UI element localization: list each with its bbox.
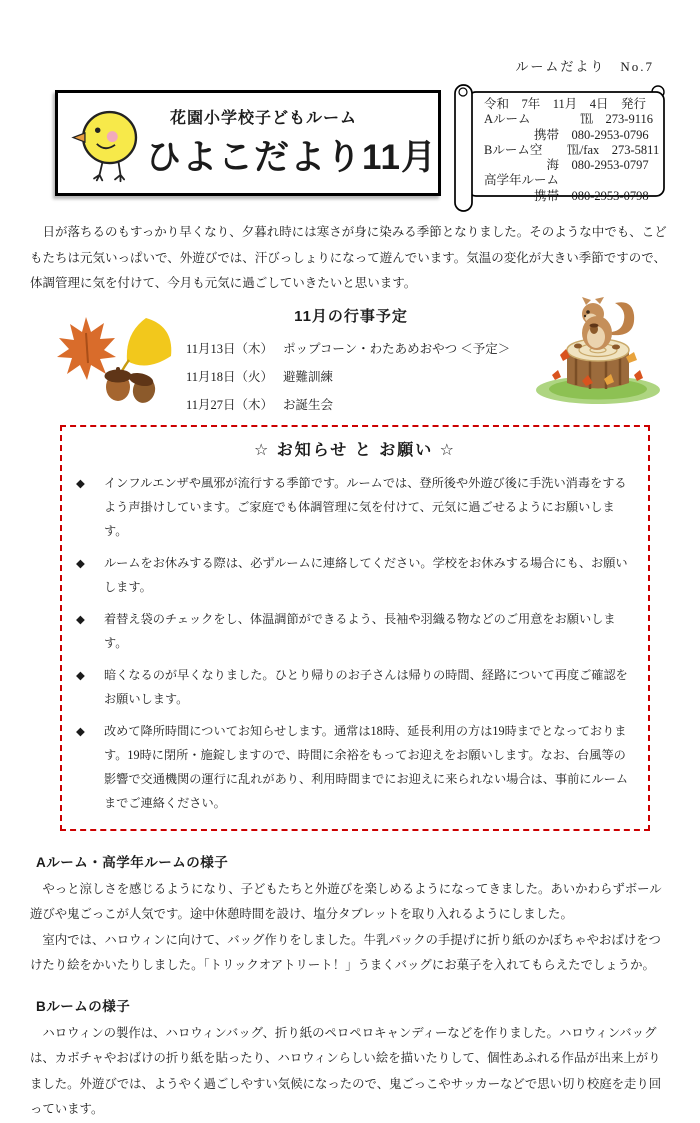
notice-item bbox=[76, 471, 634, 543]
notice-item bbox=[76, 607, 634, 655]
report-paragraph: 室内では、ハロウィンに向けて、バッグ作りをしました。牛乳パックの手提げに折り紙のかぼちゃやおばけをつけたり絵をかいたりしました。「トリックオアトリート！」うまくバッグにお菓子を入れてもらえたでしょうか。 bbox=[30, 932, 661, 972]
publication-info-box bbox=[452, 80, 672, 218]
diamond-bullet-icon: ◆ bbox=[76, 611, 85, 626]
publication-line: 海 080-2953-0797 bbox=[484, 158, 649, 173]
publication-line: 携帯 080-2953-0798 bbox=[484, 188, 649, 203]
publication-line: Bルーム空 ℡/fax 273-5811 bbox=[484, 142, 660, 157]
organization-name: 花園小学校子どもルーム bbox=[170, 109, 358, 127]
autumn-leaves-icon bbox=[46, 313, 180, 407]
chick-icon bbox=[64, 96, 146, 190]
newsletter-title-box bbox=[55, 90, 441, 196]
events-section bbox=[30, 305, 672, 417]
newsletter-body bbox=[0, 220, 700, 1123]
publication-line: 高学年ルーム bbox=[484, 173, 560, 188]
publication-lines bbox=[484, 97, 659, 204]
title-text-block bbox=[146, 103, 437, 184]
notice-item bbox=[76, 551, 634, 599]
report-paragraph: やっと涼しさを感じるようになり、子どもたちと外遊びを楽しめるようになってきました。あいかわらずボール遊びや鬼ごっこが人気です。途中休憩時間を設け、塩分タブレットを取り入れるようにしました。 bbox=[30, 881, 662, 921]
section-a-room bbox=[30, 851, 672, 979]
intro-paragraph: 日が落ちるのもすっかり早くなり、夕暮れ時には寒さが身に染みる季節となりました。そのような中でも、こどもたちは元気いっぱいで、外遊びでは、汗びっしょりになって遊んでいます。気温の変化が大きい季節ですので、体調管理に気を付けて、今月も元気に過ごしていきたいと思います。 bbox=[30, 225, 667, 290]
publication-line: Aルーム ℡ 273-9116 bbox=[484, 112, 653, 127]
events-title: 11月の行事予定 bbox=[294, 307, 408, 325]
notice-text: 着替え袋のチェックをし、体温調節ができるよう、長袖や羽織る物などのご用意をお願いします。 bbox=[104, 611, 616, 650]
notice-box bbox=[60, 425, 650, 831]
squirrel-stump-icon bbox=[530, 297, 666, 407]
notice-text: 改めて降所時間についてお知らせします。通常は18時、延長利用の方は19時までとなっております。19時に閉所・施錠しますので、時間に余裕をもってお迎えをお願いします。なお、台風等の影響で交通機関の運行に乱れがあり、利用時間までにお迎えに来られない場合は、事前にルームまでご連絡ください。 bbox=[104, 723, 629, 810]
event-label: ポップコーン・わたあめおやつ ＜予定＞ bbox=[283, 341, 511, 356]
diamond-bullet-icon: ◆ bbox=[76, 475, 85, 490]
section-b-room bbox=[30, 995, 672, 1123]
notice-item bbox=[76, 719, 634, 815]
diamond-bullet-icon: ◆ bbox=[76, 723, 85, 738]
newsletter-title: ひよこだより11月 bbox=[146, 137, 438, 177]
notice-text: 暗くなるのが早くなりました。ひとり帰りのお子さんは帰りの時間、経路について再度ご確認をお願いします。 bbox=[104, 667, 628, 706]
event-label: 避難訓練 bbox=[283, 369, 334, 384]
event-label: お誕生会 bbox=[283, 397, 334, 412]
publication-line: 令和 7年 11月 4日 発行 bbox=[484, 97, 647, 111]
report-paragraph: ハロウィンの製作は、ハロウィンバッグ、折り紙のペロペロキャンディーなどを作りました。ハロウィンバッグは、カボチャやおばけの折り紙を貼ったり、ハロウィンらしい絵を描いたりして、個性あふれる作品が出来上がりました。外遊びでは、ようやく過ごしやすい気候になったので、鬼ごっこやサッカーなどで思い切り校庭を走り回っています。 bbox=[30, 1025, 662, 1116]
section-b-heading: Bルームの様子 bbox=[36, 998, 131, 1014]
issue-label: ルームだより No.7 bbox=[515, 59, 654, 74]
notice-text: ルームをお休みする際は、必ずルームに連絡してください。学校をお休みする場合にも、お願いします。 bbox=[104, 555, 628, 594]
notice-item bbox=[76, 663, 634, 711]
notice-text: インフルエンザや風邪が流行する季節です。ルームでは、登所後や外遊び後に手洗い消毒をするよう声掛けしています。ご家庭でも体調管理に気を付けて、元気に過ごせるようにお願いします。 bbox=[104, 475, 627, 538]
event-date: 11月13日（木） bbox=[186, 341, 274, 356]
section-a-heading: Aルーム・高学年ルームの様子 bbox=[36, 854, 229, 870]
diamond-bullet-icon: ◆ bbox=[76, 667, 85, 682]
publication-line: 携帯 080-2953-0796 bbox=[484, 127, 649, 142]
notice-title: ☆ お知らせ と お願い ☆ bbox=[254, 441, 456, 459]
event-date: 11月18日（火） bbox=[186, 369, 274, 384]
event-date: 11月27日（木） bbox=[186, 397, 274, 412]
diamond-bullet-icon: ◆ bbox=[76, 555, 85, 570]
